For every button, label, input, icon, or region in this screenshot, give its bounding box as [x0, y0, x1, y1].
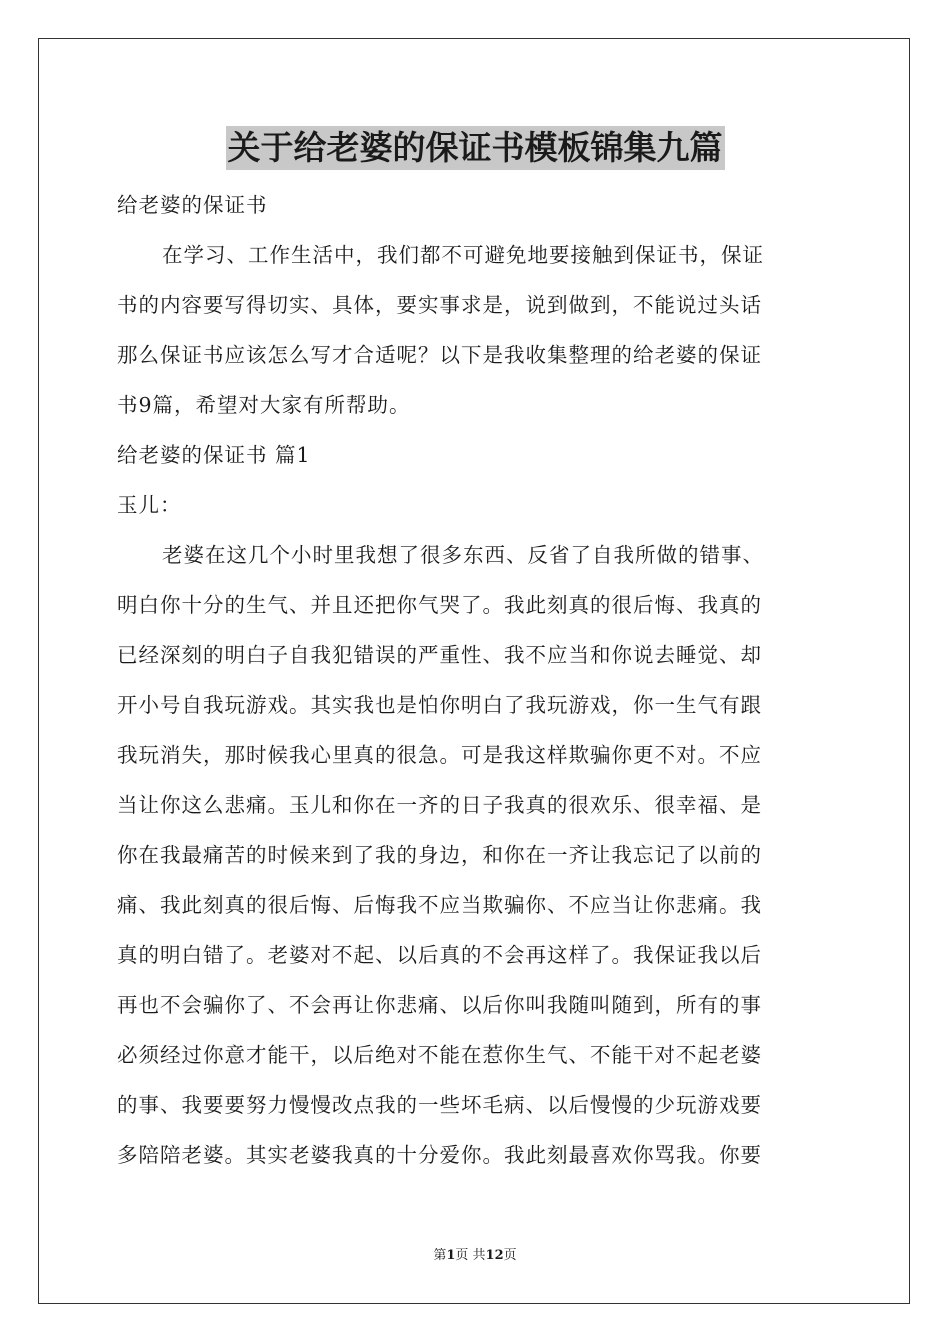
body-paragraph-line: 必须经过你意才能干，以后绝对不能在惹你生气、不能干对不起老婆 — [117, 1043, 762, 1067]
intro-paragraph-line: 书9篇，希望对大家有所帮助。 — [117, 393, 411, 417]
body-paragraph-line: 老婆在这几个小时里我想了很多东西、反省了自我所做的错事、 — [162, 543, 764, 567]
chapter-heading: 给老婆的保证书 篇1 — [117, 443, 311, 467]
body-paragraph-line: 已经深刻的明白子自我犯错误的严重性、我不应当和你说去睡觉、却 — [117, 643, 762, 667]
document-title: 关于给老婆的保证书模板锦集九篇 — [226, 126, 725, 170]
body-paragraph-line: 明白你十分的生气、并且还把你气哭了。我此刻真的很后悔、我真的 — [117, 593, 762, 617]
page-middle-text: 页 共 — [455, 1248, 486, 1263]
body-paragraph-line: 你在我最痛苦的时候来到了我的身边，和你在一齐让我忘记了以前的 — [117, 843, 762, 867]
section-heading: 给老婆的保证书 — [117, 193, 268, 217]
body-paragraph-line: 痛、我此刻真的很后悔、后悔我不应当欺骗你、不应当让你悲痛。我 — [117, 893, 762, 917]
body-paragraph-line: 真的明白错了。老婆对不起、以后真的不会再这样了。我保证我以后 — [117, 943, 762, 967]
intro-paragraph-line: 书的内容要写得切实、具体，要实事求是，说到做到，不能说过头话 — [117, 293, 762, 317]
intro-paragraph-line: 那么保证书应该怎么写才合适呢？以下是我收集整理的给老婆的保证 — [117, 343, 762, 367]
body-paragraph-line: 再也不会骗你了、不会再让你悲痛、以后你叫我随叫随到，所有的事 — [117, 993, 762, 1017]
document-body — [117, 180, 833, 1180]
page-prefix: 第 — [433, 1248, 447, 1263]
salutation: 玉儿： — [117, 493, 182, 517]
body-paragraph-line: 当让你这么悲痛。玉儿和你在一齐的日子我真的很欢乐、很幸福、是 — [117, 793, 762, 817]
total-page-count: 12 — [485, 1248, 504, 1263]
page-suffix: 页 — [503, 1248, 517, 1263]
body-paragraph-line: 多陪陪老婆。其实老婆我真的十分爱你。我此刻最喜欢你骂我。你要 — [117, 1143, 762, 1167]
current-page-number: 1 — [446, 1248, 456, 1263]
intro-paragraph-line: 在学习、工作生活中，我们都不可避免地要接触到保证书，保证 — [162, 243, 764, 267]
page-footer — [0, 1247, 950, 1265]
title-container — [0, 126, 950, 170]
body-paragraph-line: 我玩消失，那时候我心里真的很急。可是我这样欺骗你更不对。不应 — [117, 743, 762, 767]
body-paragraph-line: 的事、我要要努力慢慢改点我的一些坏毛病、以后慢慢的少玩游戏要 — [117, 1093, 762, 1117]
body-paragraph-line: 开小号自我玩游戏。其实我也是怕你明白了我玩游戏，你一生气有跟 — [117, 693, 762, 717]
